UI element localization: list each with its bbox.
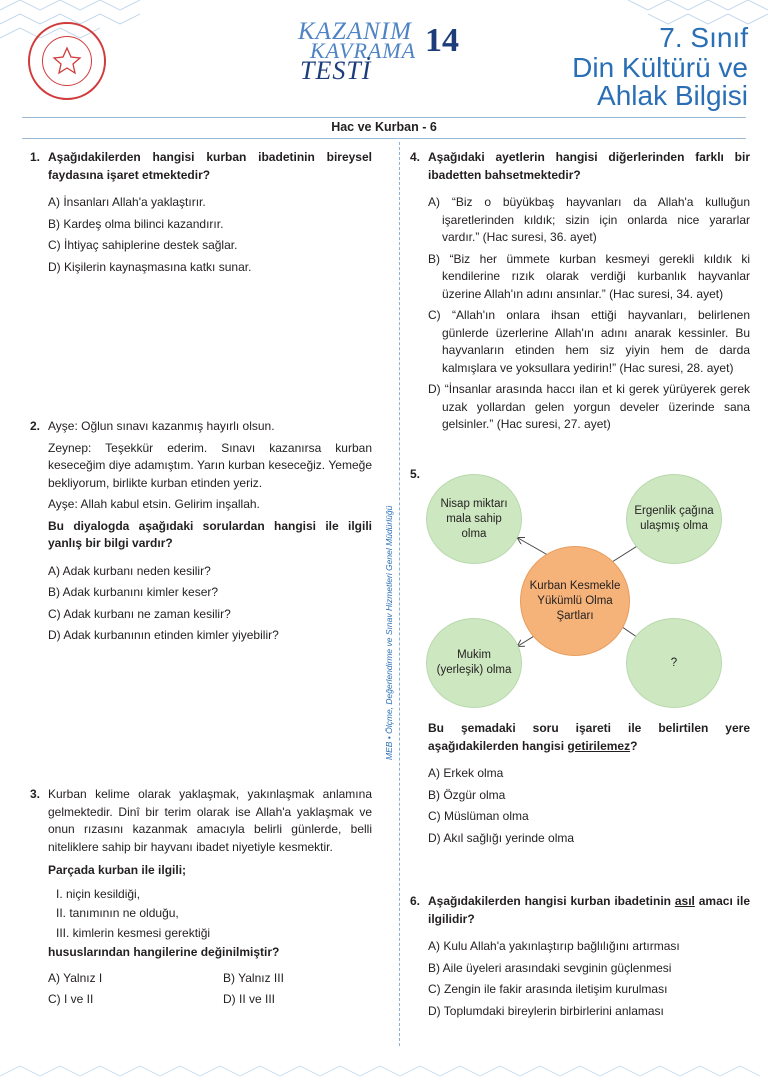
question-5-body	[410, 720, 750, 847]
question-number: 2.	[30, 419, 41, 433]
option-b[interactable]: B) Yalnız III	[223, 970, 284, 985]
option-b[interactable]: B) Adak kurbanını kimler keser?	[48, 585, 219, 599]
question-number: 3.	[30, 787, 41, 801]
question-4	[410, 149, 750, 434]
option-d[interactable]: D) Adak kurbanının etinden kimler yiyebilir?	[48, 628, 279, 642]
question-stem: Aşağıdakilerden hangisi kurban ibadetinin bireysel faydasına işaret etmektedir?	[48, 150, 372, 182]
question-stem: Bu diyalogda aşağıdaki sorulardan hangisi ile ilgili yanlış bir bilgi vardır?	[48, 518, 372, 550]
option-c[interactable]: C) “Allah'ın onlara ihsan ettiği hayvanları, belirlenen günlerde üzerlerine Allah'ın adını anarak kessinler. Bu hayvanların etinden hem siz yiyin hem de darda kalmışlara ve yoksullara yedirin!” (Hac suresi, 28. ayet)	[428, 308, 750, 375]
logo-line1: KAZANIM	[298, 18, 412, 45]
option-c[interactable]: C) Zengin ile fakir arasında iletişim kurulması	[428, 982, 668, 996]
option-b[interactable]: B) “Biz her ümmete kurban kesmeyi gerekli kıldık ki kendilerine rızık olarak verdiği kurbanlık hayvanlar üzerine Allah'ın adını ansınlar.” (Hac suresi, 34. ayet)	[428, 251, 750, 301]
option-a[interactable]: A) İnsanları Allah'a yaklaştırır.	[48, 195, 206, 209]
option-a[interactable]: A) “Biz o büyükbaş hayvanları da Allah'a kulluğun işaretlerinden kıldık; sizin için onlarda nice yararlar vardır.” (Hac suresi, 36. ayet)	[428, 195, 750, 244]
topic-bar	[22, 117, 746, 139]
option-a[interactable]: A) Adak kurbanı neden kesilir?	[48, 563, 211, 578]
diagram-node-top-right: Ergenlik çağına ulaşmış olma	[626, 474, 722, 564]
roman-item: III. kimlerin kesmesi gerektiği	[56, 925, 211, 940]
subject-name-line1: Din Kültürü ve	[572, 52, 748, 83]
question-stem: Aşağıdaki ayetlerin hangisi diğerlerinden farklı bir ibadetten bahsetmektedir?	[428, 150, 750, 182]
passage: Kurban kelime olarak yaklaşmak, yakınlaşmak anlamına gelmektedir. Dinî bir terim olarak ise Allah'a yaklaşmak ve onun rızasını kazanmak amacıyla belirli günlerde, belli niteliklere sahip bir hayvanı ibadet niyetiyle kesmektir.	[48, 787, 372, 854]
subject-name-line2: Ahlak Bilgisi	[597, 80, 748, 111]
question-2	[30, 418, 372, 645]
diagram-node-top-left: Nisap miktarı mala sahip olma	[426, 474, 522, 564]
subject-grade: 7. Sınıf	[659, 22, 748, 53]
logo-line2: KAVRAMA	[310, 38, 417, 63]
option-c[interactable]: C) I ve II	[48, 992, 94, 1006]
option-b[interactable]: B) Kardeş olma bilinci kazandırır.	[48, 216, 224, 231]
question-6	[410, 893, 750, 1020]
option-d[interactable]: D) II ve III	[223, 992, 276, 1006]
option-a[interactable]: A) Kulu Allah'a yakınlaştırıp bağlılığını artırması	[428, 939, 680, 953]
option-a[interactable]: A) Yalnız I	[48, 970, 103, 985]
topic-title: Hac ve Kurban - 6	[331, 120, 437, 134]
option-b[interactable]: B) Özgür olma	[428, 787, 506, 802]
diagram-node-center: Kurban Kesmekle Yükümlü Olma Şartları	[520, 546, 630, 656]
question-number: 1.	[30, 150, 41, 164]
question-stem: Aşağıdakilerden hangisi kurban ibadetinin asıl amacı ile ilgilidir?	[428, 894, 750, 926]
option-d[interactable]: D) “İnsanlar arasında haccı ilan et ki gerek yürüyerek gerek uzak yollardan gelen yorgun develer üzerinde sana gelsinler.” (Hac suresi, 27. ayet)	[428, 382, 750, 431]
roman-item: II. tanımının ne olduğu,	[56, 906, 179, 920]
option-a[interactable]: A) Erkek olma	[428, 766, 504, 780]
diagram-node-bottom-right: ?	[626, 618, 722, 708]
column-divider	[399, 142, 400, 1046]
dialog-line: Ayşe: Allah kabul etsin. Gelirim inşallah.	[48, 497, 260, 511]
question-stem: Parçada kurban ile ilgili;	[48, 863, 187, 877]
dialog-line: Zeynep: Teşekkür ederim. Sınavı kazanırsa kurban keseceğim diye adamıştım. Yarın kurban keseceğiz. Yemeğe bekliyorum, birlikte kurban etinden yeriz.	[48, 440, 372, 490]
option-b[interactable]: B) Aile üyeleri arasındaki sevginin güçlenmesi	[428, 960, 672, 975]
option-c[interactable]: C) Müslüman olma	[428, 809, 529, 823]
option-c[interactable]: C) Adak kurbanı ne zaman kesilir?	[48, 606, 231, 621]
footer-pattern	[0, 1056, 768, 1086]
option-d[interactable]: D) Toplumdaki bireylerin birbirlerini anlaması	[428, 1003, 664, 1018]
question-stem: hususlarından hangilerine değinilmiştir?	[48, 945, 280, 959]
question-stem: Bu şemadaki soru işareti ile belirtilen yere aşağıdakilerden hangisi getirilemez?	[428, 721, 750, 753]
dialog-line: Ayşe: Oğlun sınavı kazanmış hayırlı olsun.	[48, 419, 275, 433]
question-number: 6.	[410, 894, 421, 908]
option-c[interactable]: C) İhtiyaç sahiplerine destek sağlar.	[48, 238, 238, 252]
ministry-seal-logo	[28, 22, 106, 100]
side-label: MEB • Ölçme, Değerlendirme ve Sınav Hizmetleri Genel Müdürlüğü	[384, 505, 394, 760]
diagram-node-bottom-left: Mukim (yerleşik) olma	[426, 618, 522, 708]
option-d[interactable]: D) Akıl sağlığı yerinde olma	[428, 830, 575, 845]
question-number: 4.	[410, 150, 421, 164]
test-number: 14	[425, 22, 459, 59]
question-3	[30, 786, 372, 1009]
option-d[interactable]: D) Kişilerin kaynaşmasına katkı sunar.	[48, 259, 252, 274]
question-number: 5.	[410, 467, 421, 481]
question-1	[30, 149, 372, 276]
roman-item: I. niçin kesildiği,	[56, 886, 141, 901]
logo-line3: TESTİ	[300, 56, 372, 85]
